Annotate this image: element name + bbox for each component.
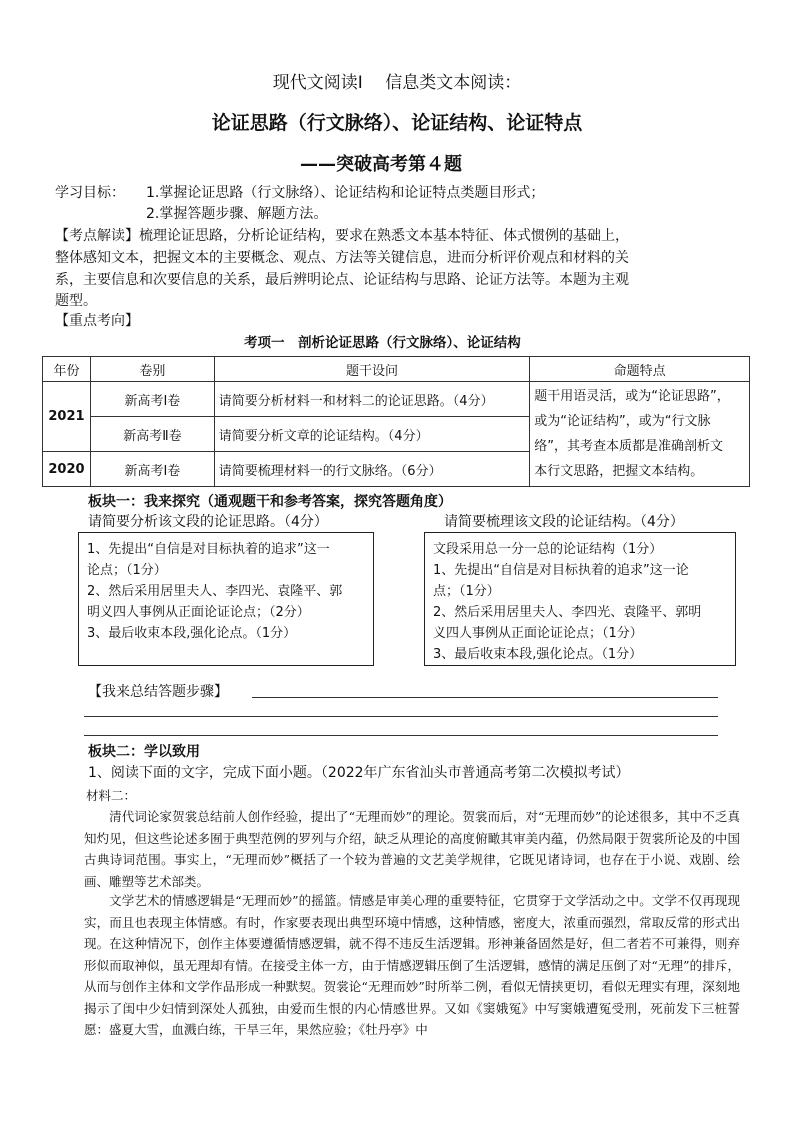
item-title: 考项一 剖析论证思路（行文脉络）、论证结构	[244, 335, 521, 351]
paper-cell: 新高考Ⅰ卷	[90, 382, 214, 417]
paragraph-text: 清代词论家贺裳总结前人创作经验，提出了“无理而妙”的理论。贺裳而后，对“无理而妙”的论述很多，其中不乏真知灼见，但这些论述多囿于典型范例的罗列与介绍，缺乏从理论的高度俯瞰其审美内蕴，仍然局限于贺裳所论及的中国古典诗词范围。事实上，“无理而妙”概括了一个较为普遍的文艺美学规律，它既见诸诗词，也存在于小说、戏剧、绘画、雕塑等艺术部类。	[84, 809, 740, 889]
left-box-line: 3、最后收束本段,强化论点。（1分）	[87, 626, 297, 641]
block2-title: 板块二：学以致用	[88, 744, 200, 760]
title-line-1: 现代文阅读Ⅰ 信息类文本阅读：	[272, 73, 522, 93]
year-cell: 2021	[43, 382, 91, 452]
exam-table	[42, 356, 750, 487]
block1-title: 板块一：我来探究（通观题干和参考答案，探究答题角度）	[88, 494, 452, 510]
feature-line: 或为“论证结构”，或为“行文脉	[534, 414, 711, 429]
paragraph-text: 文学艺术的情感逻辑是“无理而妙”的摇篮。情感是审美心理的重要特征，它贯穿于文学活动之中。文学不仅再现现实，而且也表现主体情感。有时，作家要表现出典型环境中情感，这种情感，密度大，浓重而强烈，常取反常的形式出现。在这种情况下，创作主体要遵循情感逻辑，就不得不违反生活逻辑。形神兼备固然是好，但二者若不可兼得，则弃形似而取神似，虽无理却有情。在接受主体一方，由于情感逻辑压倒了生活逻辑，感情的满足压倒了对“无理”的排斥，从而与创作主体和文学作品形成一种默契。贺裳论“无理而妙”时所举二例，看似无情挟更切，看似无理实有理，深刻地揭示了闺中少妇情到深处人孤独，由爱而生恨的内心情感世界。又如《窦娥冤》中写窦娥遭冤受刑，死前发下三桩誓愿：盛夏大雪，血溅白练，干旱三年，果然应验；《牡丹亭》中	[84, 893, 740, 1037]
answer-line[interactable]	[84, 735, 718, 736]
year-cell: 2020	[43, 452, 91, 487]
block1-right-question: 请简要梳理该文段的论证结构。（4分）	[444, 514, 684, 530]
question-cell: 请简要分析材料一和材料二的论证思路。（4分）	[214, 382, 530, 417]
left-box-line: 明义四人事例从正面论证论点；（2分）	[87, 605, 310, 620]
question-cell: 请简要分析文章的论证结构。（4分）	[214, 417, 530, 452]
focus-label: 【重点考向】	[55, 313, 139, 329]
table-row	[43, 382, 750, 417]
goal-item-1: 1.掌握论证思路（行文脉络）、论证结构和论证特点类题目形式；	[146, 185, 545, 201]
left-box-line: 2、然后采用居里夫人、李四光、袁隆平、郭	[87, 584, 343, 599]
feature-cell	[530, 382, 750, 487]
kaodian-line-3: 系，主要信息和次要信息的关系，最后辨明论点、论证结构与思路、论证方法等。本题为主观	[55, 272, 629, 288]
left-box-line: 1、先提出“自信是对目标执着的追求”这一	[87, 542, 330, 557]
feature-line: 题干用语灵活，或为“论证思路”，	[534, 389, 730, 404]
feature-line: 络”，其考查本质都是准确剖析文	[534, 439, 724, 454]
title-line-2: 论证思路（行文脉络）、论证结构、论证特点	[211, 112, 583, 134]
goals-label: 学习目标：	[55, 185, 125, 201]
right-box-line: 2、然后采用居里夫人、李四光、袁隆平、郭明	[433, 605, 702, 620]
summary-label: 【我来总结答题步骤】	[88, 684, 228, 700]
block1-left-question: 请简要分析该文段的论证思路。（4分）	[88, 514, 328, 530]
kaodian-line-2: 整体感知文本，把握文本的主要概念、观点、方法等关键信息，进而分析评价观点和材料的关	[55, 250, 629, 266]
right-box-line: 点；（1分）	[433, 584, 500, 599]
header-question: 题干设问	[214, 357, 530, 382]
right-answer-box	[424, 532, 736, 666]
kaodian-line-4: 题型。	[55, 293, 97, 309]
header-paper: 卷别	[90, 357, 214, 382]
material-paragraph-2	[84, 890, 740, 1041]
answer-line[interactable]	[84, 716, 718, 717]
right-box-line: 3、最后收束本段,强化论点。（1分）	[433, 647, 643, 662]
right-box-line: 义四人事例从正面论证论点；（1分）	[433, 626, 643, 641]
left-answer-box	[78, 532, 374, 666]
right-box-line: 1、先提出“自信是对目标执着的追求”这一论	[433, 563, 689, 578]
paper-cell: 新高考Ⅱ卷	[90, 417, 214, 452]
answer-line[interactable]	[252, 697, 718, 698]
feature-line: 本行文思路，把握文本结构。	[534, 464, 704, 479]
material-paragraph-1	[84, 806, 740, 892]
paper-cell: 新高考Ⅰ卷	[90, 452, 214, 487]
header-feature: 命题特点	[530, 357, 750, 382]
material-label: 材料二：	[86, 788, 137, 803]
block2-question: 1、阅读下面的文字，完成下面小题。（2022年广东省汕头市普通高考第二次模拟考试）	[88, 765, 630, 781]
question-cell: 请简要梳理材料一的行文脉络。（6分）	[214, 452, 530, 487]
title-line-3: ——突破高考第４题	[300, 154, 462, 175]
table-header-row	[43, 357, 750, 382]
goal-item-2: 2.掌握答题步骤、解题方法。	[146, 206, 328, 222]
kaodian-line-1: 【考点解读】梳理论证思路，分析论证结构，要求在熟悉文本基本特征、体式惯例的基础上，	[55, 228, 629, 244]
header-year: 年份	[43, 357, 91, 382]
right-box-line: 文段采用总一分一总的论证结构（1分）	[433, 542, 663, 557]
left-box-line: 论点；（1分）	[87, 563, 167, 578]
